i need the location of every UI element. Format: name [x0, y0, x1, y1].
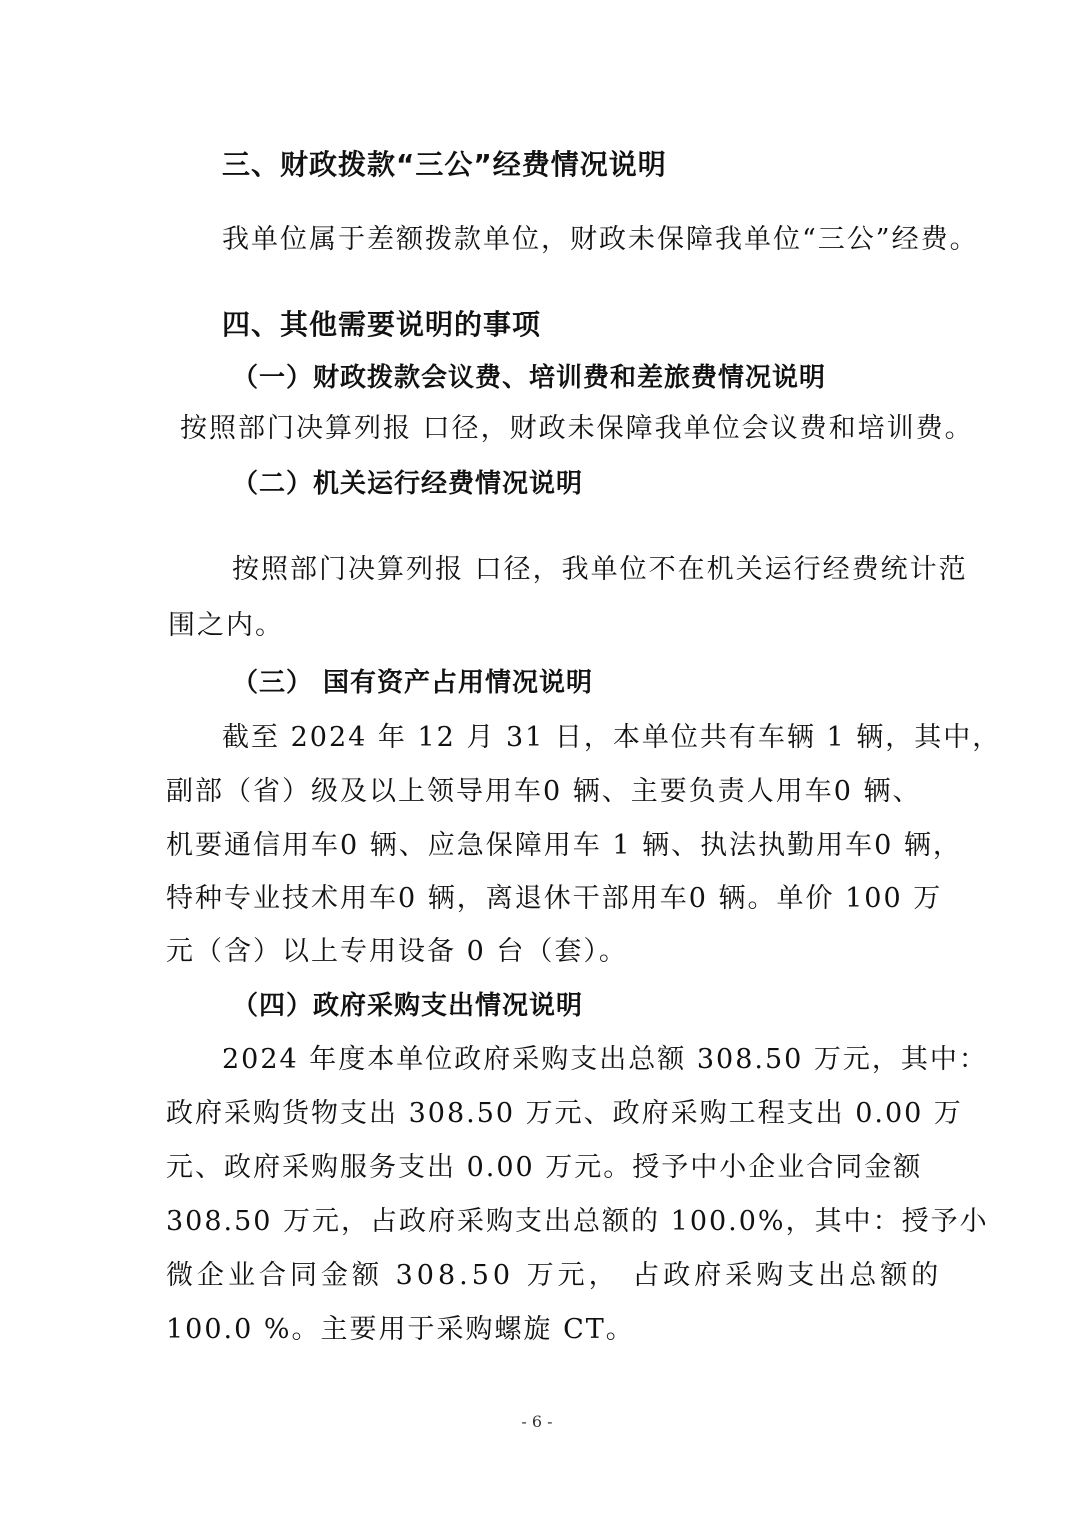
subsection-4-heading: （四）政府采购支出情况说明 [232, 991, 584, 1021]
subsection-4-line: 100.0 %。主要用于采购螺旋 CT。 [166, 1314, 635, 1345]
subsection-4-line: 政府采购货物支出 308.50 万元、政府采购工程支出 0.00 万 [166, 1098, 963, 1129]
subsection-3-line: 副部（省）级及以上领导用车0 辆、主要负责人用车0 辆、 [166, 776, 922, 807]
subsection-4-line: 微企业合同金额 308.50 万元， 占政府采购支出总额的 [166, 1260, 943, 1291]
section-3-body: 我单位属于差额拨款单位，财政未保障我单位“三公”经费。 [222, 224, 979, 255]
subsection-1-heading: （一）财政拨款会议费、培训费和差旅费情况说明 [232, 363, 827, 393]
subsection-1-line: 按照部门决算列报 口径，财政未保障我单位会议费和培训费。 [180, 413, 974, 444]
section-4-heading: 四、其他需要说明的事项 [222, 308, 542, 341]
subsection-4-line: 元、政府采购服务支出 0.00 万元。授予中小企业合同金额 [166, 1152, 923, 1183]
page-number: - 6 - [521, 1412, 553, 1431]
subsection-3-line: 截至 2024 年 12 月 31 日，本单位共有车辆 1 辆，其中， [222, 722, 1002, 753]
subsection-2-heading: （二）机关运行经费情况说明 [232, 469, 584, 499]
subsection-2-line: 围之内。 [168, 610, 284, 641]
subsection-3-heading: （三） 国有资产占用情况说明 [232, 668, 594, 698]
subsection-4-line: 2024 年度本单位政府采购支出总额 308.50 万元，其中： [222, 1044, 988, 1075]
subsection-3-line: 元（含）以上专用设备 0 台（套）。 [166, 936, 628, 967]
subsection-3-line: 特种专业技术用车0 辆，离退休干部用车0 辆。单价 100 万 [166, 883, 943, 914]
subsection-2-line: 按照部门决算列报 口径，我单位不在机关运行经费统计范 [232, 554, 968, 585]
subsection-4-line: 308.50 万元，占政府采购支出总额的 100.0%，其中：授予小 [166, 1206, 989, 1237]
section-3-heading: 三、财政拨款“三公”经费情况说明 [222, 148, 667, 181]
subsection-3-line: 机要通信用车0 辆、应急保障用车 1 辆、执法执勤用车0 辆， [166, 830, 962, 861]
